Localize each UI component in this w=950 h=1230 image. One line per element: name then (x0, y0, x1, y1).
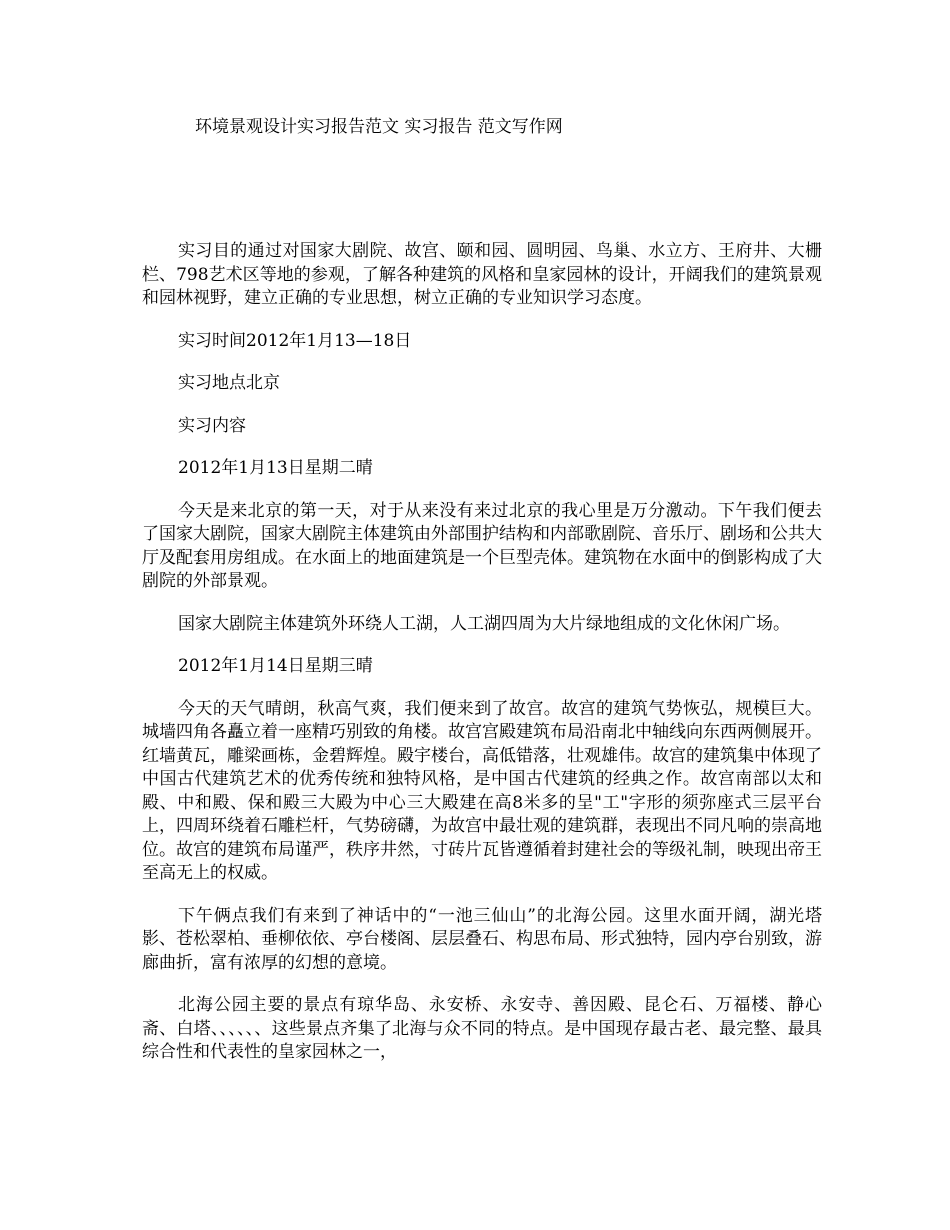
paragraph-day2-beihai: 下午俩点我们有来到了神话中的“一池三仙山”的北海公园。这里水面开阔，湖光塔影、苍松翠柏、垂柳依依、亭台楼阁、层层叠石、构思布局、形式独特，园内亭台别致，游廊曲折，富有浓厚的幻想的意境。 (142, 905, 822, 973)
document-body (142, 240, 822, 1084)
paragraph-day2-beihai-sights: 北海公园主要的景点有琼华岛、永安桥、永安寺、善因殿、昆仑石、万福楼、静心斋、白塔、、、、、、这些景点齐集了北海与众不同的特点。是中国现存最古老、最完整、最具综合性和代表性的皇家园林之一， (142, 995, 822, 1062)
paragraph-date-2: 2012年1月14日星期三晴 (178, 656, 373, 676)
paragraph-time: 实习时间2012年1月13—18日 (178, 330, 412, 351)
paragraph-day1-theatre: 今天是来北京的第一天，对于从来没有来过北京的我心里是万分激动。下午我们便去了国家大剧院，国家大剧院主体建筑由外部围护结构和内部歌剧院、音乐厅、剧场和公共大厅及配套用房组成。在水面上的地面建筑是一个巨型壳体。建筑物在水面中的倒影构成了大剧院的外部景观。 (142, 500, 822, 591)
paragraph-content-heading: 实习内容 (178, 415, 246, 436)
paragraph-day2-palace: 今天的天气晴朗，秋高气爽，我们便来到了故宫。故宫的建筑气势恢弘，规模巨大。城墙四角各矗立着一座精巧别致的角楼。故宫宫殿建筑布局沿南北中轴线向东西两侧展开。红墙黄瓦，雕梁画栋，金碧辉煌。殿宇楼台，高低错落，壮观雄伟。故宫的建筑集中体现了中国古代建筑艺术的优秀传统和独特风格，是中国古代建筑的经典之作。故宫南部以太和殿、中和殿、保和殿三大殿为中心三大殿建在高8米多的呈"工"字形的须弥座式三层平台上，四周环绕着石雕栏杆，气势磅礴，为故宫中最壮观的建筑群，表现出不同凡响的崇高地位。故宫的建筑布局谨严，秩序井然，寸砖片瓦皆遵循着封建社会的等级礼制，映现出帝王至高无上的权威。 (142, 698, 822, 883)
paragraph-location: 实习地点北京 (178, 373, 280, 393)
paragraph-day1-lake: 国家大剧院主体建筑外环绕人工湖，人工湖四周为大片绿地组成的文化休闲广场。 (178, 613, 790, 634)
paragraph-purpose: 实习目的通过对国家大剧院、故宫、颐和园、圆明园、鸟巢、水立方、王府井、大栅栏、798艺术区等地的参观，了解各种建筑的风格和皇家园林的设计，开阔我们的建筑景观和园林视野，建立正确的专业思想，树立正确的专业知识学习态度。 (142, 241, 822, 308)
paragraph-date-1: 2012年1月13日星期二晴 (178, 458, 373, 478)
document-title: 环境景观设计实习报告范文 实习报告 范文写作网 (195, 117, 563, 137)
